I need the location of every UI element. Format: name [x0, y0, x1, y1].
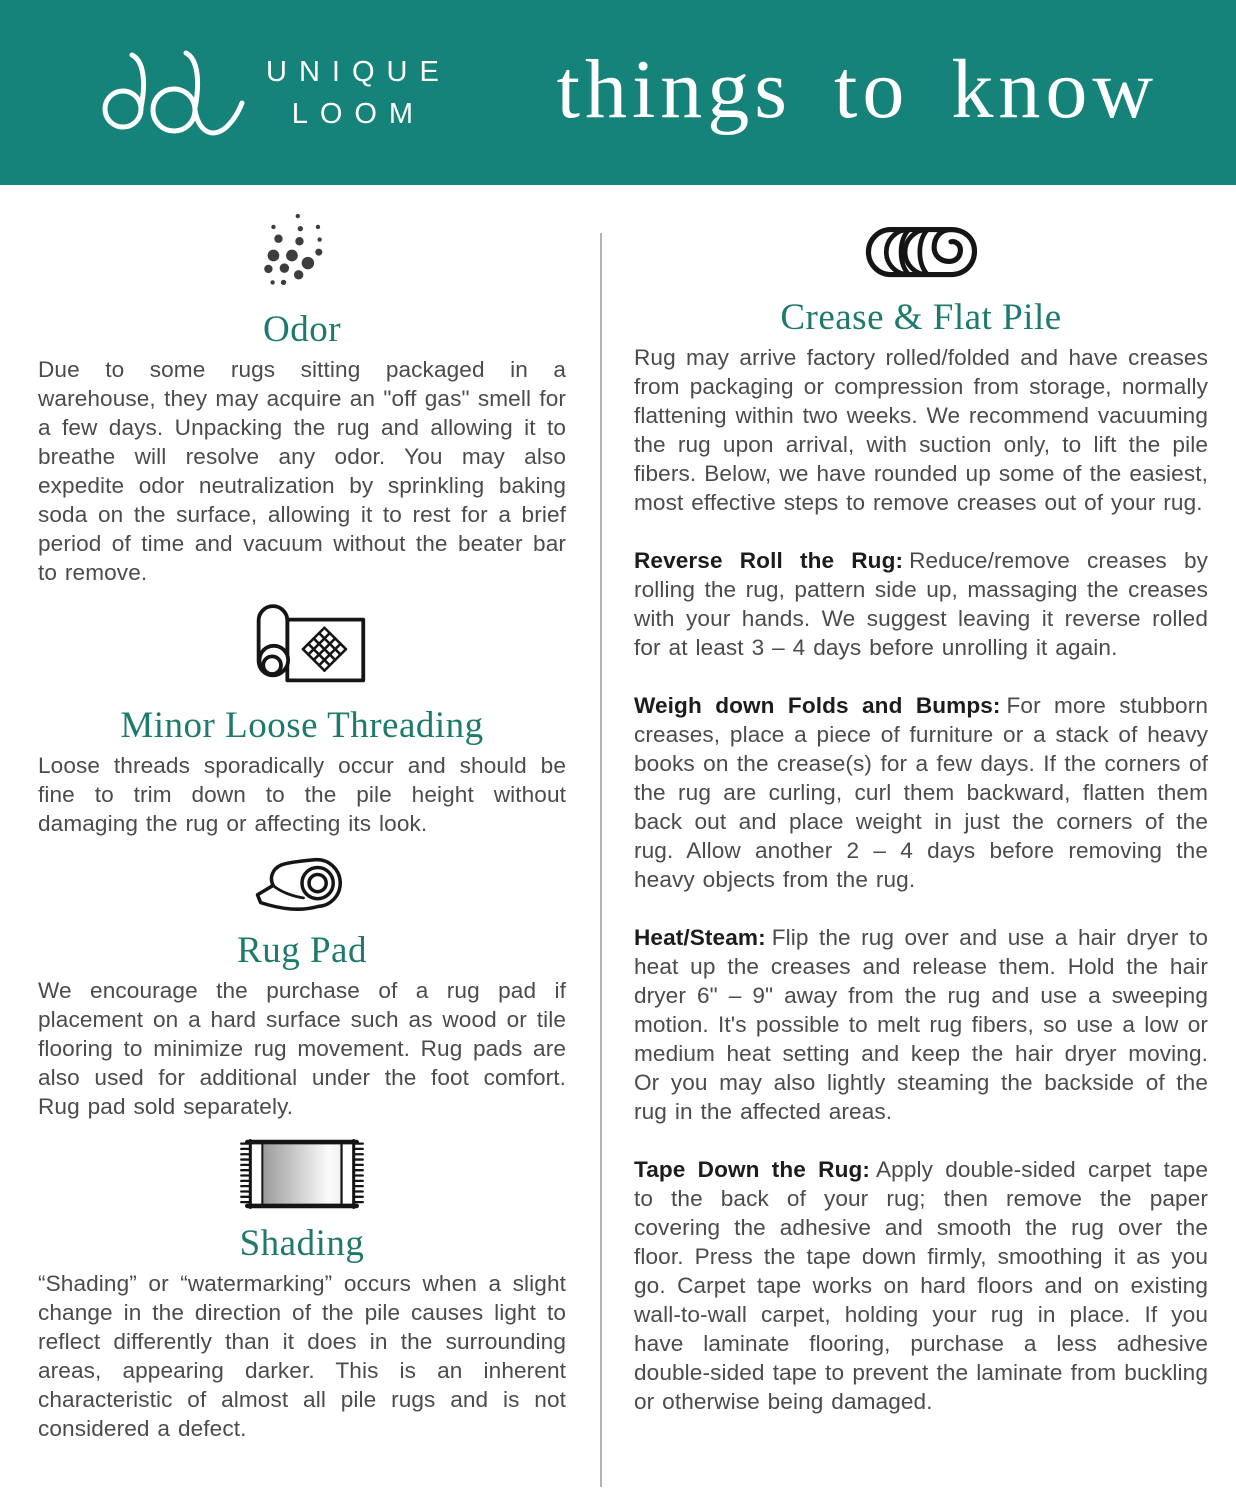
unrolling-rug-threading-icon: [38, 600, 566, 694]
tip-label: Heat/Steam:: [634, 925, 766, 950]
brand-line-unique: UNIQUE: [266, 55, 451, 88]
section-body-threading: Loose threads sporadically occur and should be fine to trim down to the pile height without damaging the rug or affecting its look.: [38, 753, 566, 836]
brand-line-loom: LOOM: [291, 97, 426, 130]
section-odor: [38, 205, 566, 587]
section-title-rug-pad: Rug Pad: [237, 930, 367, 971]
tip-weigh-down: [634, 691, 1208, 894]
unique-loom-dd-logo: [96, 43, 246, 143]
odor-particles-icon: [38, 205, 566, 298]
tip-heat-steam: [634, 923, 1208, 1126]
brand-name: [266, 51, 451, 135]
tip-tape-down: [634, 1155, 1208, 1416]
section-crease-flat-pile: [634, 212, 1208, 1416]
section-body-odor: Due to some rugs sitting packaged in a warehouse, they may acquire an "off gas" smell for a few days. Unpacking the rug and allowing it to breathe will resolve any odor. You may also expedite odor neutralization by sprinkling baking soda on the surface, allowing it to rest for a brief period of time and vacuum without the beater bar to remove.: [38, 357, 566, 585]
tip-label: Weigh down Folds and Bumps:: [634, 693, 1001, 718]
header-band: [0, 0, 1236, 185]
section-intro-crease: Rug may arrive factory rolled/folded and have creases from packaging or compression from storage, normally flattening within two weeks. We recommend vacuuming the rug upon arrival, with suction only, to lift the pile fibers. Below, we have rounded up some of the easiest, most effective steps to remove creases out of your rug.: [634, 345, 1208, 515]
section-title-odor: Odor: [262, 309, 342, 350]
section-rug-pad: [38, 853, 566, 1121]
right-column: [634, 185, 1208, 1416]
section-title-crease: Crease & Flat Pile: [780, 297, 1062, 338]
left-column: [38, 185, 566, 1443]
shaded-rug-icon: [38, 1134, 566, 1212]
section-shading: [38, 1134, 566, 1443]
page-title: things to know: [556, 43, 1158, 136]
tip-label: Reverse Roll the Rug:: [634, 548, 904, 573]
rolled-rug-side-icon: [634, 212, 1208, 286]
rug-pad-roll-icon: [38, 853, 566, 919]
tip-reverse-roll: [634, 546, 1208, 662]
tip-text: Apply double-sided carpet tape to the back of your rug; then remove the paper covering the adhesive and smooth the rug over the floor. Press the tape down firmly, smoothing it as you go. Carpet tape works on hard floors and on existing wall-to-wall carpet, holding your rug in place. If you have laminate flooring, purchase a less adhesive double-sided tape to prevent the laminate from buckling or otherwise being damaged.: [634, 1157, 1208, 1414]
section-title-threading: Minor Loose Threading: [120, 705, 484, 746]
column-divider: [600, 233, 602, 1487]
section-body-rug-pad: We encourage the purchase of a rug pad if placement on a hard surface such as wood or tile flooring to minimize rug movement. Rug pads are also used for additional under the foot comfort. Rug pad sold separately.: [38, 978, 566, 1119]
content-columns: [0, 185, 1236, 1443]
tip-label: Tape Down the Rug:: [634, 1157, 870, 1182]
brand-block: [96, 43, 451, 143]
section-minor-loose-threading: [38, 600, 566, 838]
section-title-shading: Shading: [239, 1223, 365, 1264]
section-body-shading: “Shading” or “watermarking” occurs when a slight change in the direction of the pile causes light to reflect differently than it does in the surrounding areas, appearing darker. This is an inherent characteristic of almost all pile rugs and is not considered a defect.: [38, 1271, 566, 1441]
tip-text: For more stubborn creases, place a piece of furniture or a stack of heavy books on the crease(s) for a few days. If the corners of the rug are curling, curl them backward, flatten them back out and place weight in just the corners of the rug. Allow another 2 – 4 days before removing the heavy objects from the rug.: [634, 693, 1208, 892]
tip-text: Flip the rug over and use a hair dryer to heat up the creases and release them. Hold the hair dryer 6" – 9" away from the rug and use a sweeping motion. It's possible to melt rug fibers, so use a low or medium heat setting and keep the hair dryer moving. Or you may also lightly steaming the backside of the rug in the affected areas.: [634, 925, 1208, 1124]
tip-text: Reduce/remove creases by rolling the rug, pattern side up, massaging the creases with your hands. We suggest leaving it reverse rolled for at least 3 – 4 days before unrolling it again.: [634, 548, 1209, 660]
